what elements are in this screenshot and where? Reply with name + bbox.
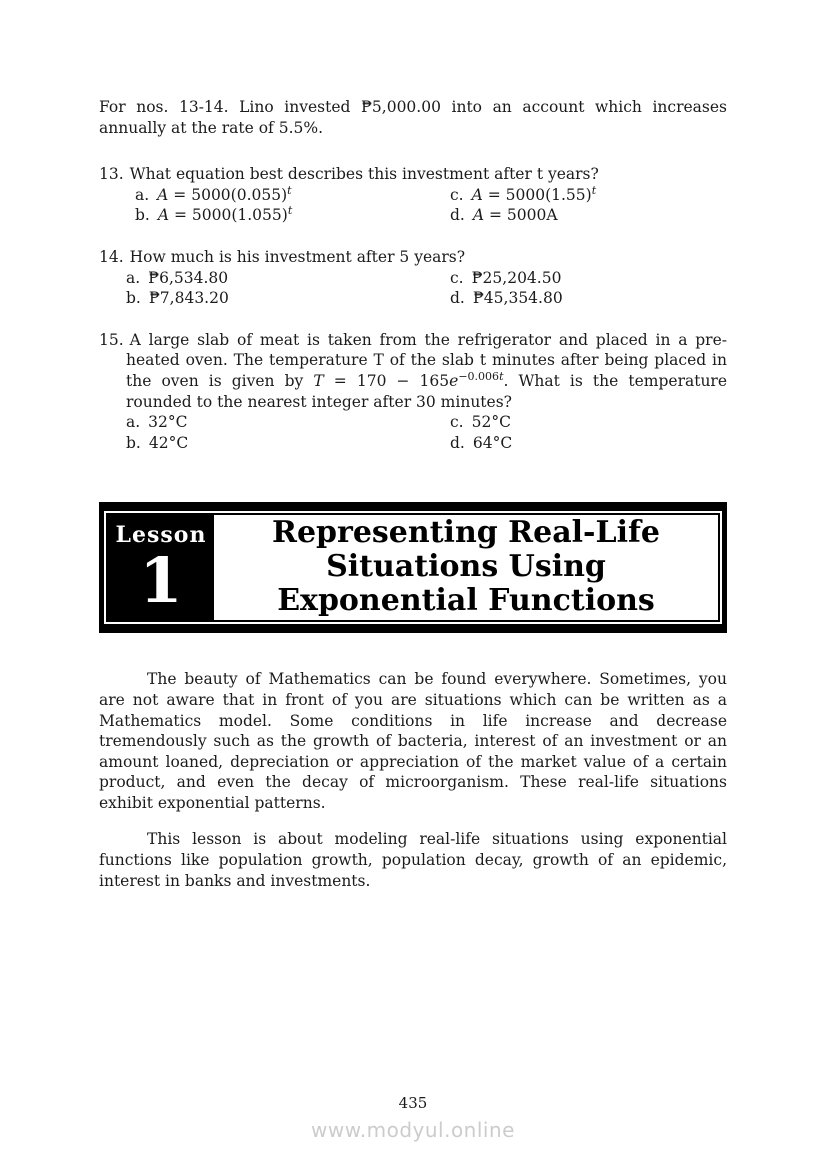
body-paragraph-2: This lesson is about modeling real-life situations using exponential functions like population growth, population decay, growth of an epidemic, interest in banks and investments. xyxy=(99,830,727,890)
question-text: A large slab of meat is taken from the refrigerator and placed in a pre-heated oven. The temperature T of the slab t minutes after being placed in the oven is given by xyxy=(126,330,727,390)
question-15-text xyxy=(99,330,727,412)
option-d xyxy=(450,433,727,454)
option-b xyxy=(99,288,450,309)
option-row xyxy=(99,412,727,433)
lesson-number-box xyxy=(108,515,214,620)
option-label: c. xyxy=(450,268,464,287)
lesson-number: 1 xyxy=(139,544,183,618)
lesson-title-line-3: Exponential Functions xyxy=(277,583,655,619)
option-text: ₱7,843.20 xyxy=(148,289,229,308)
lesson-banner-inner xyxy=(106,513,720,622)
option-label: c. xyxy=(450,413,464,432)
option-label: b. xyxy=(135,206,150,225)
watermark: www.modyul.online xyxy=(311,1118,515,1142)
option-equation: $A = 5000(0.055)^t$ xyxy=(157,183,292,204)
option-equation: $A = 5000(1.55)^t$ xyxy=(471,183,597,204)
option-label: b. xyxy=(126,289,141,308)
question-text: . What is the temperature rounded to the nearest integer after 30 minutes? xyxy=(126,371,728,411)
option-label: a. xyxy=(126,413,141,432)
option-c xyxy=(450,268,727,289)
question-14 xyxy=(99,247,727,309)
option-label: d. xyxy=(450,289,465,308)
option-d xyxy=(450,288,727,309)
option-label: d. xyxy=(450,206,465,225)
inline-formula: $T = 170 - 165e^{-0.006t}$ xyxy=(313,369,504,390)
option-label: d. xyxy=(450,433,465,452)
question-text: How much is his investment after 5 years? xyxy=(129,247,466,266)
option-c xyxy=(450,412,727,433)
option-a xyxy=(99,268,450,289)
option-b xyxy=(99,433,450,454)
option-equation: $A = 5000(1.055)^t$ xyxy=(157,204,293,225)
lesson-title-line-1: Representing Real-Life xyxy=(272,515,660,551)
option-row xyxy=(99,205,727,226)
option-text: ₱45,354.80 xyxy=(472,289,563,308)
option-c xyxy=(450,185,727,206)
question-14-line xyxy=(99,247,727,268)
option-b xyxy=(99,205,450,226)
lesson-label: Lesson xyxy=(115,522,207,549)
body-paragraph-1: The beauty of Mathematics can be found everywhere. Sometimes, you are not aware that in front of you are situations which can be written as a Mathematics model. Some conditions in life increase and decrease tremendously such as the growth of bacteria, interest of an investment or an amount loaned, depreciation or appreciation of the market value of a certain product, and even the decay of microorganism. These real-life situations exhibit exponential patterns. xyxy=(99,670,727,812)
option-equation: A = 5000A xyxy=(472,206,558,225)
option-text: 32°C xyxy=(148,413,188,432)
page-number: 435 xyxy=(398,1094,428,1112)
option-a xyxy=(99,185,450,206)
question-13 xyxy=(99,164,727,226)
intro-text: For nos. 13-14. Lino invested ₱5,000.00 into an account which increases annually at the rate of 5.5%. xyxy=(99,98,727,137)
question-13-line xyxy=(99,164,727,185)
option-label: a. xyxy=(126,268,141,287)
option-text: 64°C xyxy=(472,433,513,452)
lesson-banner xyxy=(99,502,727,633)
option-row xyxy=(99,185,727,206)
lesson-title-line-2: Situations Using xyxy=(326,549,606,585)
option-row xyxy=(99,433,727,454)
option-row xyxy=(99,288,727,309)
option-d xyxy=(450,205,727,226)
option-label: b. xyxy=(126,433,141,452)
option-a xyxy=(99,412,450,433)
option-label: a. xyxy=(135,185,150,204)
option-text: 52°C xyxy=(471,413,511,432)
option-text: ₱6,534.80 xyxy=(148,268,229,287)
option-label: c. xyxy=(450,185,464,204)
option-text: ₱25,204.50 xyxy=(471,268,562,287)
option-row xyxy=(99,268,727,289)
question-15 xyxy=(99,330,727,454)
option-text: 42°C xyxy=(148,433,189,452)
question-number: 15. xyxy=(99,330,124,349)
question-number: 13. xyxy=(99,165,124,184)
question-number: 14. xyxy=(99,247,124,266)
lesson-title xyxy=(214,515,718,620)
question-text: What equation best describes this investment after t years? xyxy=(129,165,599,184)
